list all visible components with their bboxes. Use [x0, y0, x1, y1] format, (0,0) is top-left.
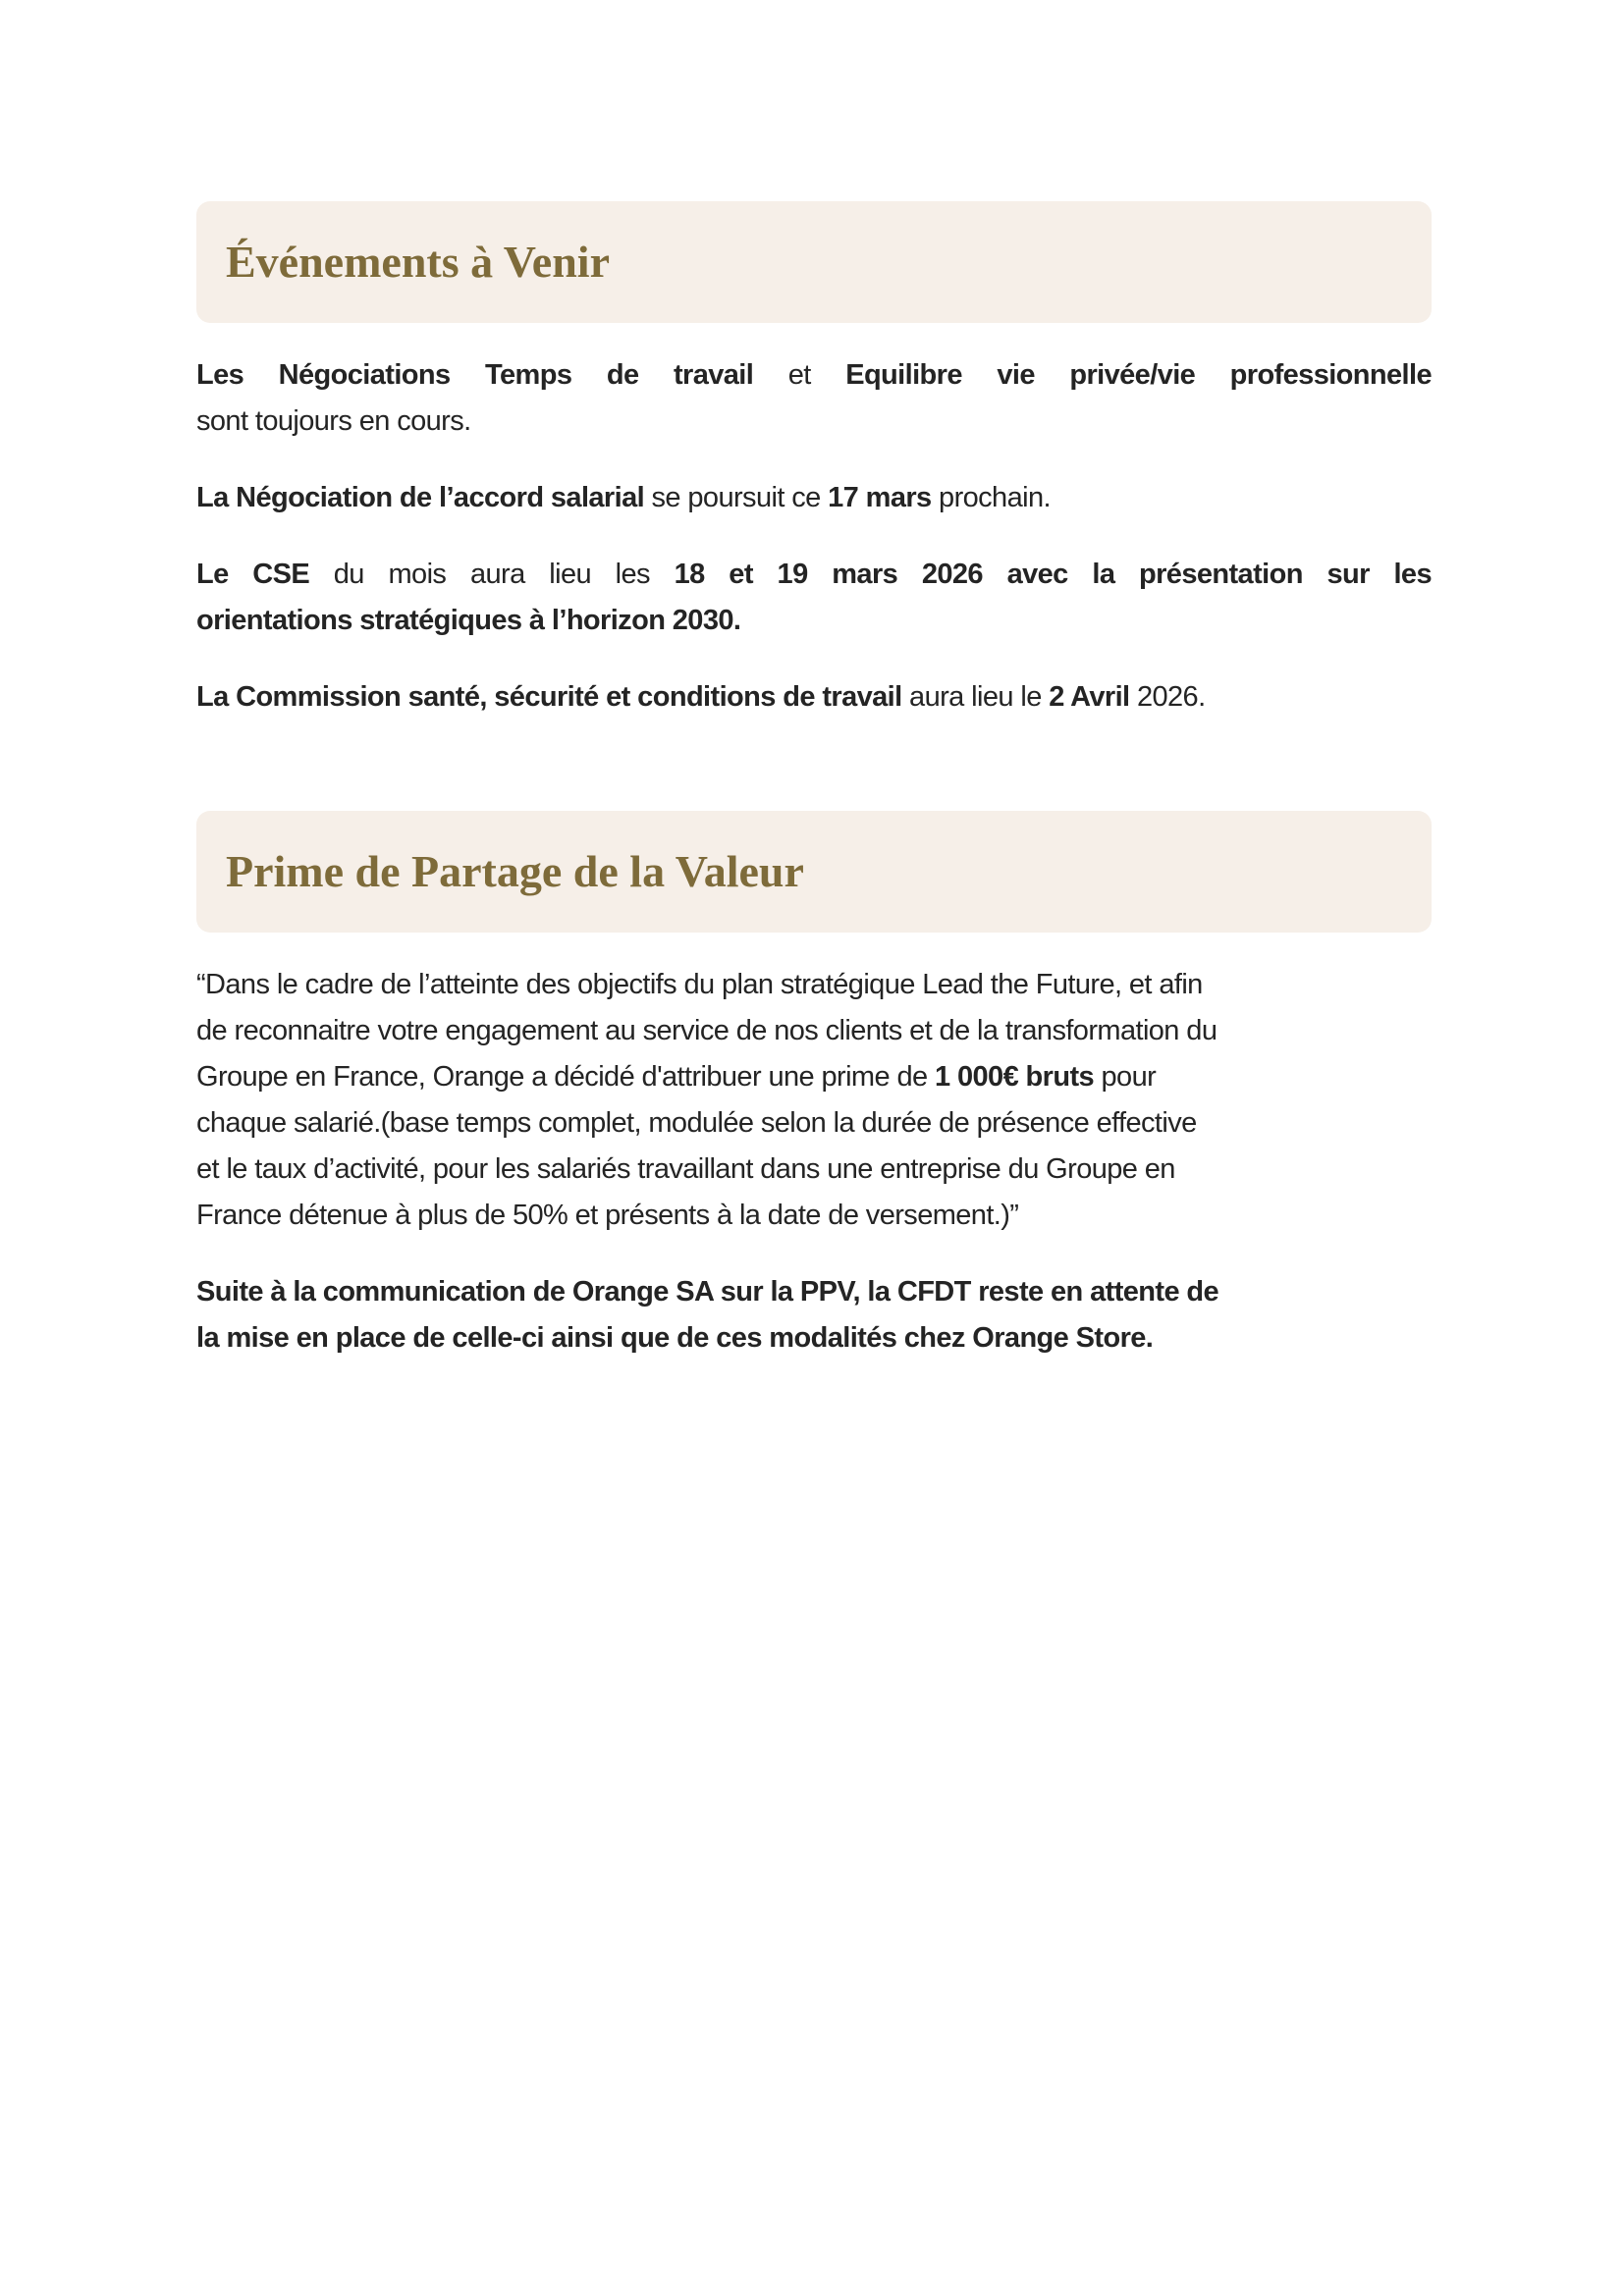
text-run: Groupe en France, Orange a décidé d'attribuer une prime de: [196, 1061, 935, 1093]
text-run: se poursuit ce: [644, 482, 829, 513]
section-title-evenements-a-venir: Événements à Venir: [226, 237, 610, 287]
text-run: 2026.: [1129, 681, 1206, 713]
text-line: [196, 1315, 1432, 1362]
text-line: [196, 1269, 1432, 1315]
text-run: aura lieu le: [901, 681, 1050, 713]
paragraph-evenements-a-venir-3: [196, 674, 1432, 721]
text-run: “Dans le cadre de l’atteinte des objectifs du plan stratégique Lead the Future, et afin: [196, 969, 1203, 1000]
banner-prime-partage-valeur: [196, 811, 1432, 933]
text-run: de reconnaitre votre engagement au service de nos clients et de la transformation du: [196, 1015, 1217, 1046]
paragraph-prime-partage-valeur-1: [196, 1269, 1432, 1362]
text-line: [196, 1054, 1432, 1100]
text-line: [196, 674, 1432, 721]
text-run-bold: Les Négociations Temps de travail: [196, 359, 754, 391]
section-prime-partage-valeur: [196, 811, 1432, 1362]
text-run-bold: Equilibre vie privée/vie professionnelle: [845, 359, 1433, 391]
text-run-bold: la mise en place de celle-ci ainsi que de ces modalités chez Orange Store.: [196, 1322, 1154, 1354]
text-line: [196, 1008, 1432, 1054]
paragraph-evenements-a-venir-1: [196, 475, 1432, 521]
text-run: du mois aura lieu les: [309, 559, 675, 590]
newsletter-content: [196, 201, 1432, 1362]
text-run: prochain.: [931, 482, 1051, 513]
text-line: [196, 1100, 1432, 1147]
section-evenements-a-venir: [196, 201, 1432, 721]
paragraph-evenements-a-venir-2: [196, 552, 1432, 644]
text-line: [196, 598, 1432, 644]
text-run: sont toujours en cours.: [196, 405, 471, 437]
banner-evenements-a-venir: [196, 201, 1432, 323]
text-run: et le taux d’activité, pour les salariés travaillant dans une entreprise du Groupe en: [196, 1153, 1175, 1185]
text-run-bold: Le CSE: [196, 559, 310, 590]
text-run: chaque salarié.(base temps complet, modulée selon la durée de présence effective: [196, 1107, 1197, 1139]
text-line: [196, 962, 1432, 1008]
text-line: [196, 475, 1432, 521]
text-run-bold: Suite à la communication de Orange SA sur la PPV, la CFDT reste en attente de: [196, 1276, 1219, 1308]
text-run-bold: 1 000€ bruts: [935, 1061, 1095, 1093]
text-run-bold: La Commission santé, sécurité et conditions de travail: [196, 681, 902, 713]
text-run-bold: 17 mars: [828, 482, 932, 513]
text-line: [196, 352, 1432, 399]
text-run: et: [753, 359, 846, 391]
paragraph-prime-partage-valeur-0: [196, 962, 1432, 1239]
text-run-bold: 2 Avril: [1049, 681, 1130, 713]
text-line: [196, 552, 1432, 598]
text-run-bold: 18 et 19 mars 2026 avec la présentation sur les: [674, 559, 1432, 590]
section-title-prime-partage-valeur: Prime de Partage de la Valeur: [226, 846, 804, 896]
text-line: [196, 1193, 1432, 1239]
text-run: pour: [1094, 1061, 1157, 1093]
paragraph-evenements-a-venir-0: [196, 352, 1432, 445]
text-run-bold: La Négociation de l’accord salarial: [196, 482, 645, 513]
text-line: [196, 1147, 1432, 1193]
text-line: [196, 399, 1432, 445]
text-run-bold: orientations stratégiques à l’horizon 2030.: [196, 605, 741, 636]
text-run: France détenue à plus de 50% et présents à la date de versement.)”: [196, 1200, 1019, 1231]
